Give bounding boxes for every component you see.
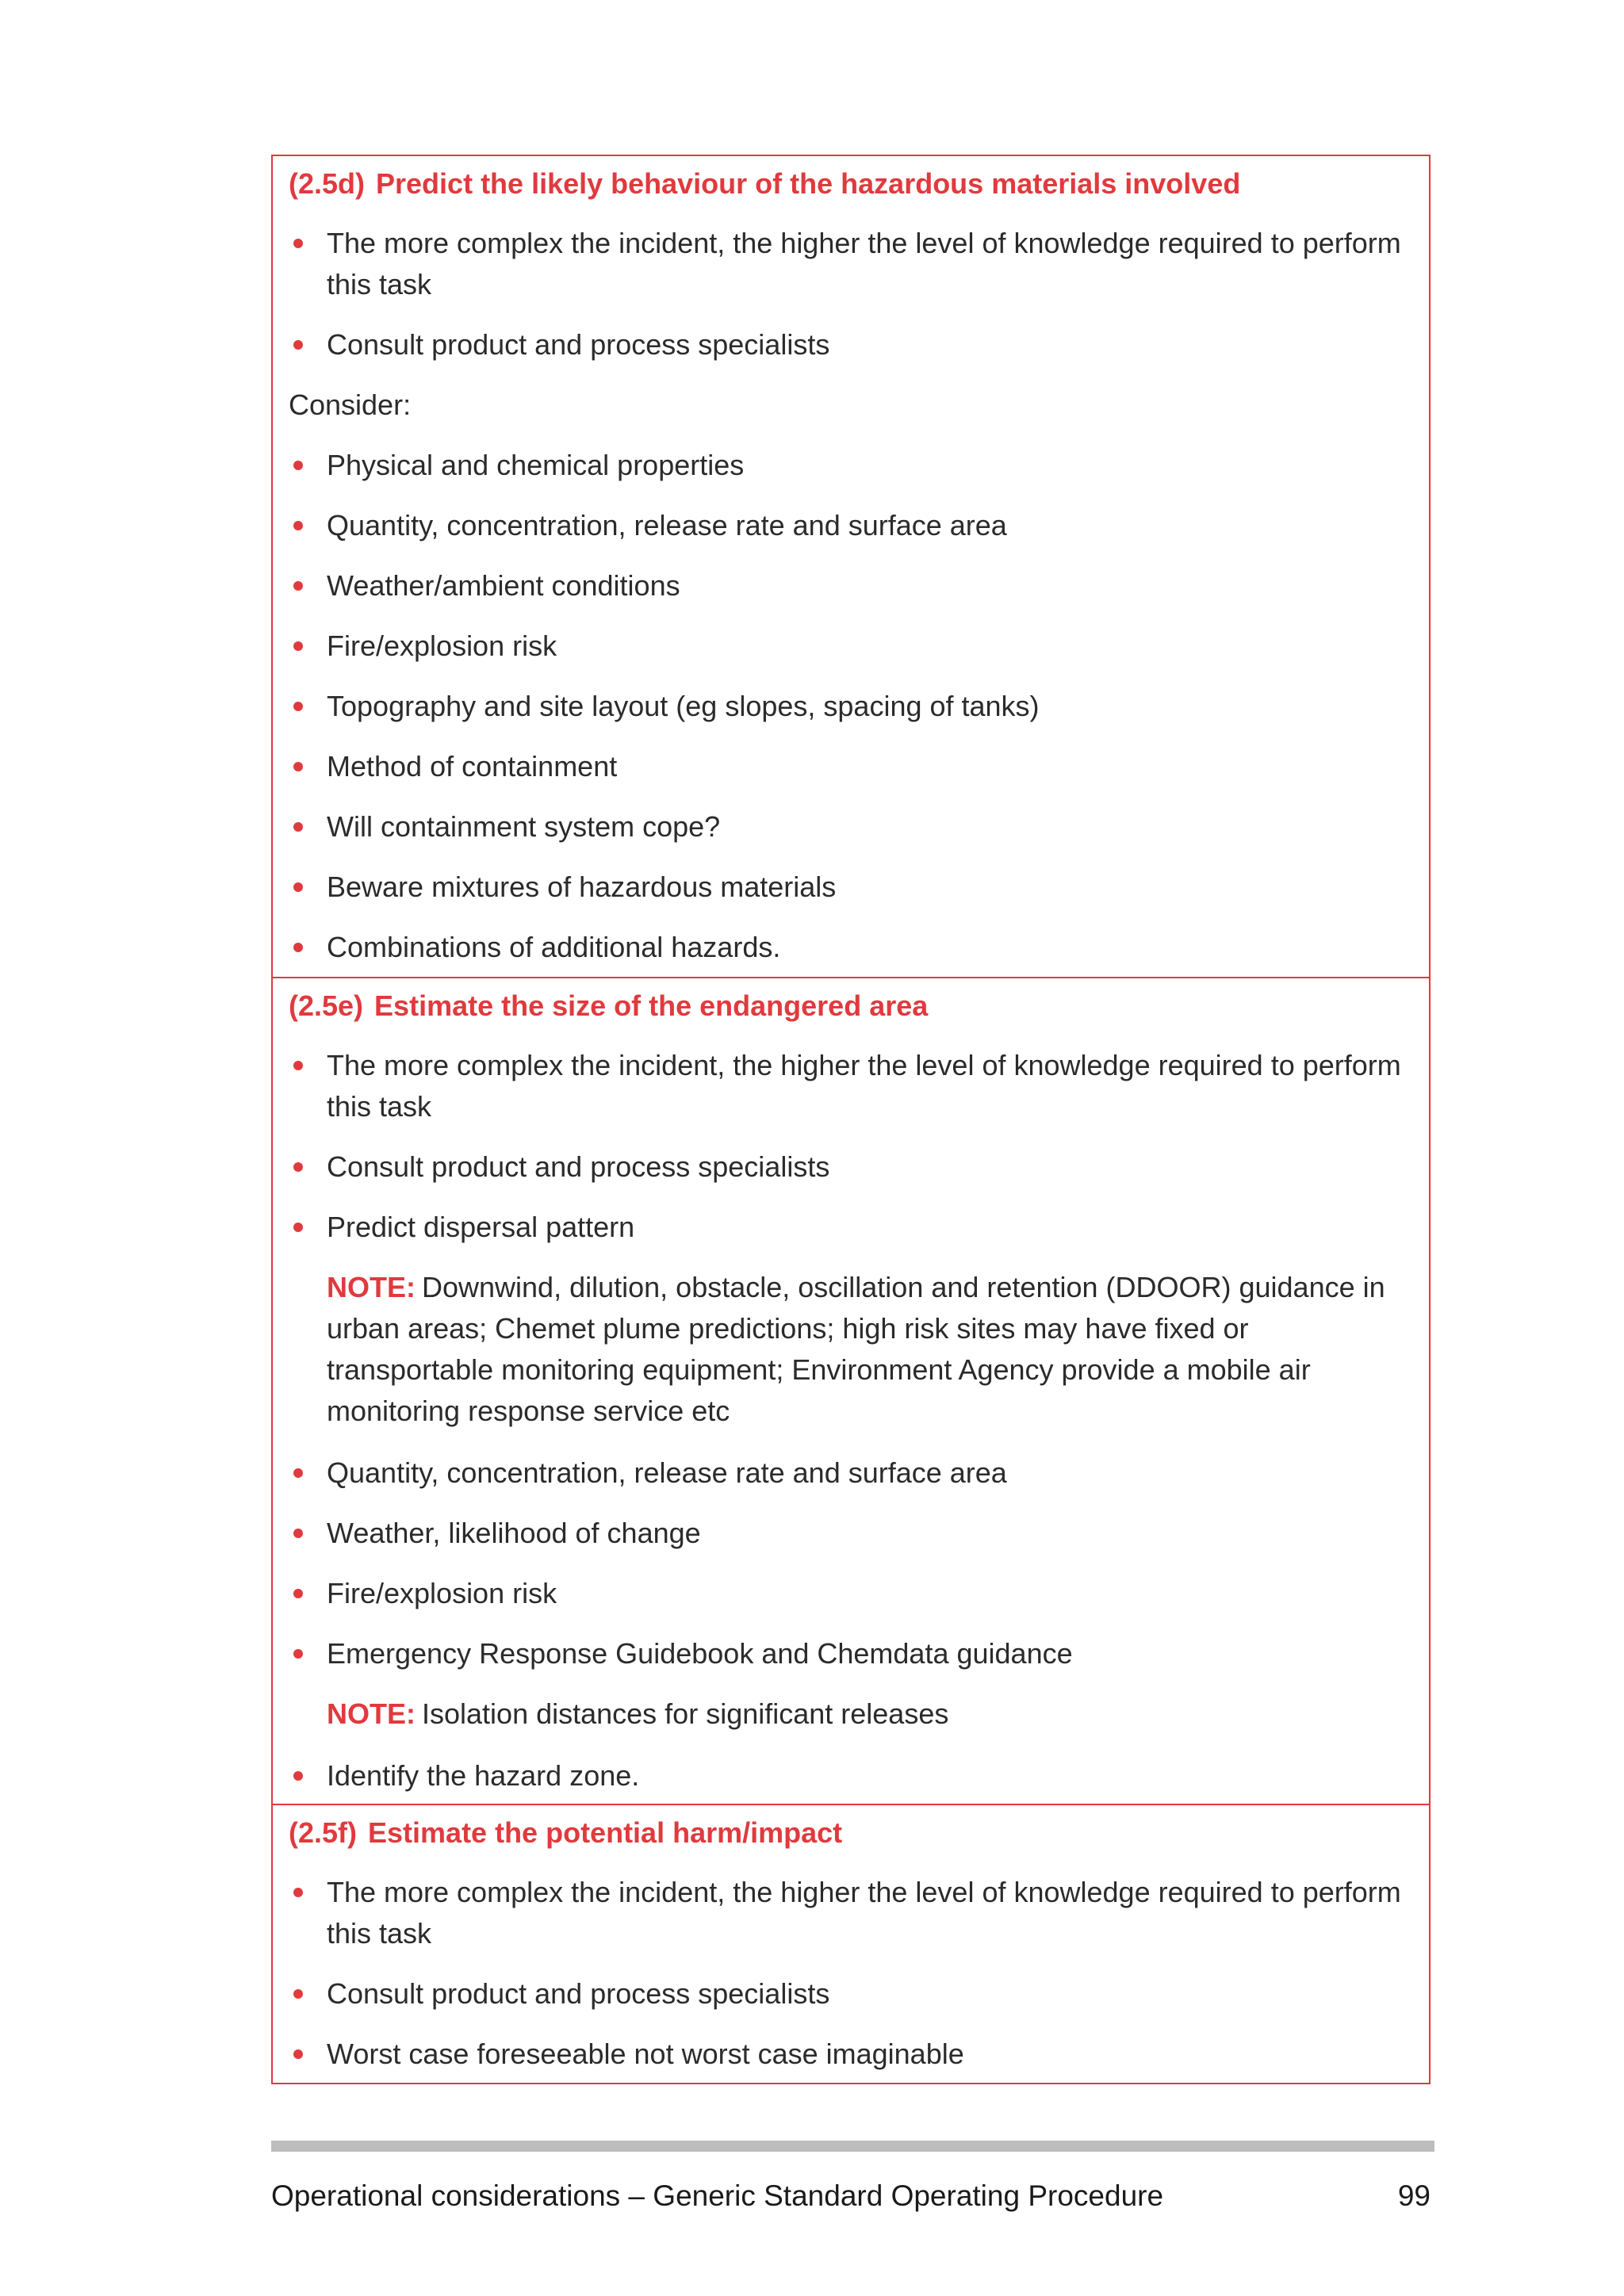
bullet-icon <box>293 822 303 832</box>
list-item-text: Quantity, concentration, release rate and surface area <box>327 509 1007 541</box>
list-item <box>289 626 1413 667</box>
bullet-icon <box>293 2049 303 2059</box>
list-item-text: Consult product and process specialists <box>327 328 830 361</box>
list-item <box>289 505 1413 546</box>
bullet-icon <box>293 1468 303 1478</box>
section-code: (2.5f) <box>289 1816 358 1849</box>
section-heading <box>289 1816 1413 1850</box>
bullet-icon <box>293 943 303 952</box>
bullet-icon <box>293 1888 303 1897</box>
bullet-list <box>289 445 1413 968</box>
list-item <box>289 1045 1413 1127</box>
list-item <box>289 1573 1413 1614</box>
list-item <box>289 746 1413 787</box>
bullet-icon <box>293 461 303 470</box>
list-item-text: Worst case foreseeable not worst case imaginable <box>327 2038 964 2070</box>
bullet-icon <box>293 1771 303 1781</box>
note-text: Isolation distances for significant releases <box>422 1697 949 1730</box>
list-item-text: Method of containment <box>327 750 618 783</box>
bullet-list <box>289 1872 1413 2075</box>
list-item-text: Fire/explosion risk <box>327 1577 557 1609</box>
list-item <box>289 1755 1413 1797</box>
list-item <box>289 1207 1413 1248</box>
note <box>289 1267 1413 1432</box>
section-heading <box>289 989 1413 1023</box>
list-item <box>289 1513 1413 1554</box>
list-item-text: Combinations of additional hazards. <box>327 931 781 963</box>
section-2-5e <box>273 977 1429 1804</box>
footer-title: Operational considerations – Generic Standard Operating Procedure <box>271 2179 1164 2212</box>
list-item <box>289 806 1413 848</box>
list-item <box>289 324 1413 365</box>
bullet-icon <box>293 1529 303 1538</box>
list-item <box>289 927 1413 968</box>
bullet-icon <box>293 581 303 591</box>
footer-rule <box>271 2141 1434 2152</box>
list-item <box>289 1146 1413 1188</box>
bullet-icon <box>293 1989 303 1999</box>
note <box>289 1693 1413 1735</box>
list-item-text: Physical and chemical properties <box>327 449 745 481</box>
bullet-icon <box>293 340 303 350</box>
list-item <box>289 1872 1413 1954</box>
procedure-table <box>271 155 1431 2084</box>
note-label: NOTE: <box>327 1697 416 1730</box>
list-item-text: Topography and site layout (eg slopes, spacing of tanks) <box>327 690 1040 722</box>
list-item <box>289 223 1413 305</box>
list-item <box>289 445 1413 486</box>
bullet-list <box>289 223 1413 365</box>
section-title: Predict the likely behaviour of the hazardous materials involved <box>376 167 1241 200</box>
note-text: Downwind, dilution, obstacle, oscillation and retention (DDOOR) guidance in urban areas; Chemet plume predictions; high risk sites may have fixed or transportable monitoring equipment; Environment Agency provide a mobile air monitoring response service etc <box>327 1271 1385 1427</box>
list-item-text: The more complex the incident, the higher the level of knowledge required to perform this task <box>327 1049 1401 1123</box>
list-item-text: The more complex the incident, the higher the level of knowledge required to perform this task <box>327 227 1401 300</box>
section-title: Estimate the potential harm/impact <box>368 1816 843 1849</box>
bullet-icon <box>293 239 303 248</box>
list-item-text: Emergency Response Guidebook and Chemdata guidance <box>327 1637 1073 1670</box>
consider-label: Consider: <box>289 388 412 421</box>
bullet-icon <box>293 1589 303 1598</box>
list-item-text: Consult product and process specialists <box>327 1977 830 2010</box>
list-item <box>289 1452 1413 1494</box>
list-item <box>289 2034 1413 2075</box>
bullet-list <box>289 1045 1413 1248</box>
bullet-icon <box>293 702 303 711</box>
bullet-icon <box>293 1061 303 1070</box>
section-code: (2.5d) <box>289 167 366 200</box>
bullet-list <box>289 1755 1413 1797</box>
section-2-5d <box>273 156 1429 977</box>
bullet-icon <box>293 641 303 651</box>
section-2-5f <box>273 1804 1429 2083</box>
list-item-text: Fire/explosion risk <box>327 629 557 662</box>
list-item-text: Consult product and process specialists <box>327 1150 830 1183</box>
list-item-text: Weather/ambient conditions <box>327 569 680 602</box>
list-item-text: Quantity, concentration, release rate and surface area <box>327 1456 1007 1489</box>
bullet-icon <box>293 762 303 771</box>
list-item <box>289 1633 1413 1674</box>
bullet-icon <box>293 1649 303 1659</box>
bullet-list <box>289 1452 1413 1674</box>
list-item <box>289 686 1413 727</box>
bullet-icon <box>293 882 303 892</box>
list-item-text: Will containment system cope? <box>327 810 721 843</box>
section-heading <box>289 167 1413 201</box>
list-item-text: Identify the hazard zone. <box>327 1759 640 1792</box>
list-item <box>289 565 1413 607</box>
list-item-text: The more complex the incident, the higher the level of knowledge required to perform this task <box>327 1876 1401 1950</box>
list-item <box>289 1973 1413 2015</box>
list-item-text: Weather, likelihood of change <box>327 1517 701 1549</box>
section-code: (2.5e) <box>289 989 364 1022</box>
section-title: Estimate the size of the endangered area <box>374 989 929 1022</box>
page-number: 99 <box>1397 2179 1431 2212</box>
list-item-text: Beware mixtures of hazardous materials <box>327 871 837 903</box>
list-item <box>289 867 1413 908</box>
note-label: NOTE: <box>327 1271 416 1303</box>
bullet-icon <box>293 521 303 530</box>
bullet-icon <box>293 1223 303 1232</box>
bullet-icon <box>293 1162 303 1172</box>
list-item-text: Predict dispersal pattern <box>327 1211 635 1243</box>
